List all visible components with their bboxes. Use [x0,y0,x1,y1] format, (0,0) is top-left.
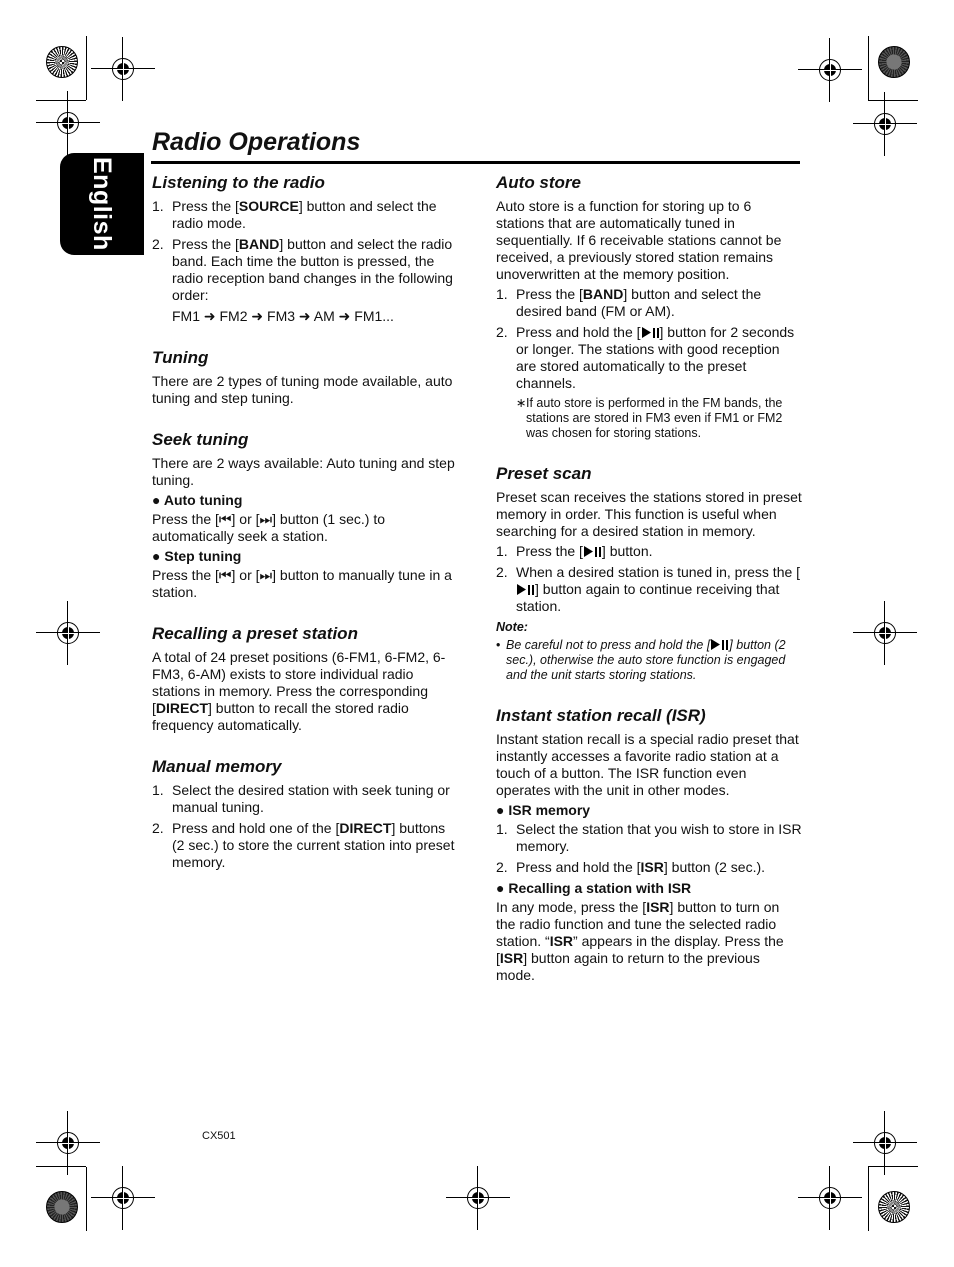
bullet-icon: ● [496,802,505,818]
section-tuning [152,347,458,407]
crop-line [868,36,869,100]
list-item: 1. Select the station that you wish to store in ISR memory. [496,821,802,854]
section-auto-store [496,172,802,441]
skip-forward-icon: ⏭ [259,567,273,583]
section-heading: Manual memory [152,757,282,776]
play-pause-icon [710,639,729,650]
paragraph: Instant station recall is a special radio preset that instantly accesses a favorite radio station at a touch of a button. The ISR function even operates with the unit in other modes. [496,731,799,798]
model-code: CX501 [202,1130,236,1142]
crosshair-mark [48,103,88,143]
subheading-isr-memory: ● ISR memory [496,802,591,818]
registration-rosette-top-left [46,46,78,78]
steps-list [152,782,458,871]
note-text: • Be careful not to press and hold the [ ] button (2 sec.), otherwise the auto store function is engaged and the unit starts storing stations. [496,638,786,682]
crop-line [868,100,918,101]
crosshair-mark [103,49,143,89]
language-tab [60,153,144,255]
list-item: 1. Press the [SOURCE] button and select the radio mode. [152,198,437,231]
list-item: 2. Press and hold the [ISR] button (2 sec.). [496,859,766,875]
crop-line [868,1166,918,1167]
skip-back-icon: ⏮ [218,567,232,583]
section-isr [496,705,802,984]
registration-rosette-bottom-left [46,1191,78,1223]
section-recalling-preset [152,623,458,734]
bullet-icon: ● [496,880,505,896]
right-column [496,172,802,1006]
play-pause-icon [516,584,535,595]
skip-back-icon: ⏮ [218,511,232,527]
footnote: ∗ If auto store is performed in the FM bands, the stations are stored in FM3 even if FM1 or FM2 was chosen for storing stations. [516,396,783,440]
crop-line [86,1167,87,1231]
steps-list [152,198,458,325]
paragraph: Press the [⏮] or [⏭] button (1 sec.) to automatically seek a station. [152,511,385,544]
steps-list [496,543,802,615]
paragraph: Auto store is a function for storing up to 6 stations that are automatically tuned in sequentially. If 6 receivable stations cannot be received, a previously stored station remains unoverwritten at the memory position. [496,198,782,282]
crosshair-mark [103,1178,143,1218]
list-item: 1. Press the [ ] button. [496,543,653,559]
subheading-step-tuning: ● Step tuning [152,548,242,564]
registration-rosette-top-right [878,46,910,78]
list-item: 1. Press the [BAND] button and select the desired band (FM or AM). [496,286,762,319]
play-pause-icon [583,546,602,557]
list-item: 2. Press the [BAND] button and select the radio band. Each time the button is pressed, the radio reception band changes in the following order: FM1 ➜ FM2 ➜ FM3 ➜ AM ➜ FM1... [152,236,458,325]
crosshair-mark [48,1123,88,1163]
crosshair-mark [865,613,905,653]
language-tab-label: English [88,157,116,251]
title-rule [151,161,800,164]
paragraph: There are 2 types of tuning mode available, auto tuning and step tuning. [152,373,453,406]
crosshair-mark [865,104,905,144]
registration-rosette-bottom-right [878,1191,910,1223]
crop-line [36,100,86,101]
crosshair-mark [458,1178,498,1218]
page-title: Radio Operations [152,128,361,156]
paragraph: Press the [⏮] or [⏭] button to manually tune in a station. [152,567,452,600]
crosshair-mark [48,613,88,653]
section-seek-tuning [152,429,458,601]
steps-list [496,821,802,876]
note-label: Note: [496,620,528,634]
section-heading: Tuning [152,348,209,367]
crop-line [36,1166,86,1167]
section-heading: Seek tuning [152,430,249,449]
list-item: 1. Select the desired station with seek tuning or manual tuning. [152,782,450,815]
section-manual-memory [152,756,458,871]
left-column [152,172,458,893]
subheading-recalling-isr: ● Recalling a station with ISR [496,880,692,896]
band-sequence: FM1 ➜ FM2 ➜ FM3 ➜ AM ➜ FM1... [172,308,394,324]
paragraph: A total of 24 preset positions (6-FM1, 6-FM2, 6-FM3, 6-AM) exists to store individual radio stations in memory. Press the corresponding [DIRECT] button to recall the stored radio frequency automatically. [152,649,446,733]
paragraph: Preset scan receives the stations stored in preset memory in order. This function is useful when searching for a desired station in memory. [496,489,802,539]
bullet-icon: ● [152,548,161,564]
skip-forward-icon: ⏭ [259,511,273,527]
section-heading: Recalling a preset station [152,624,358,643]
crop-line [86,36,87,100]
bullet-icon: ● [152,492,161,508]
crosshair-mark [810,50,850,90]
crosshair-mark [810,1178,850,1218]
list-item: 2. Press and hold the [ ] button for 2 seconds or longer. The stations with good reception are stored automatically to the preset channels. ∗ If auto store is performed in the FM bands, the stations are stored in FM3 even if FM1 or FM2 was chosen for storing stations. [496,324,802,441]
section-heading: Preset scan [496,464,592,483]
section-heading: Auto store [496,173,581,192]
paragraph: In any mode, press the [ISR] button to turn on the radio function and tune the selected radio station. “ISR” appears in the display. Press the [ISR] button again to return to the previous mode. [496,899,784,983]
steps-list [496,286,802,441]
crop-line [868,1167,869,1231]
section-heading: Instant station recall (ISR) [496,706,706,725]
paragraph: There are 2 ways available: Auto tuning and step tuning. [152,455,455,488]
section-heading: Listening to the radio [152,173,325,192]
play-pause-icon [641,327,660,338]
crosshair-mark [865,1123,905,1163]
subheading-auto-tuning: ● Auto tuning [152,492,243,508]
list-item: 2. Press and hold one of the [DIRECT] buttons (2 sec.) to store the current station into preset memory. [152,820,455,870]
list-item: 2. When a desired station is tuned in, press the [ ] button again to continue receiving that station. [496,564,801,614]
section-preset-scan [496,463,802,683]
section-listening [152,172,458,325]
